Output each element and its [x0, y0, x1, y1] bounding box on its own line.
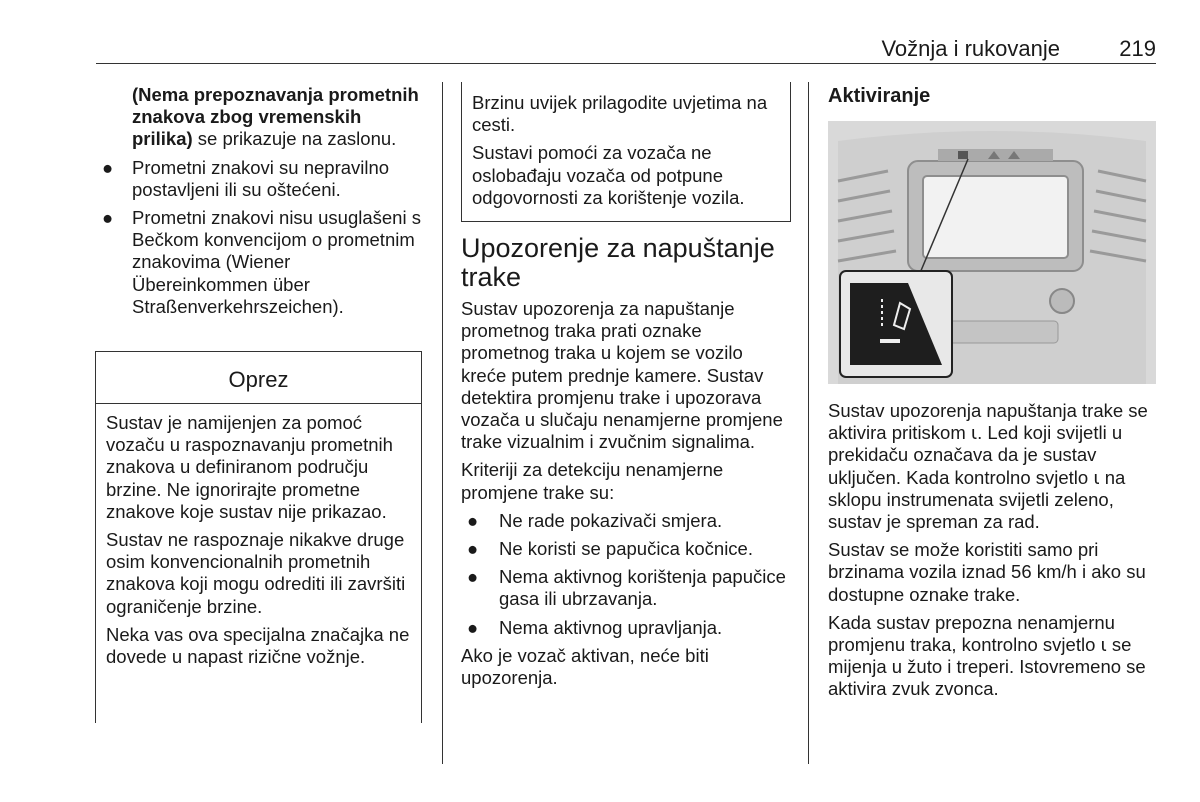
bullet-icon: ●	[467, 538, 479, 560]
page-number: 219	[1119, 36, 1156, 61]
caution-title: Oprez	[228, 367, 289, 392]
warning-paragraph: Sustavi pomoći za vozača ne oslobađaju vozača od potpune odgovornosti za korištenje vozila.	[472, 142, 745, 208]
caution-box	[95, 351, 422, 723]
list-item	[461, 510, 791, 532]
caution-paragraph: Sustav ne raspoznaje nikakve druge osim konvencionalnih prometnih znakova koji mogu odrediti ili završiti ograničenje brzine.	[106, 529, 406, 617]
column-divider-2	[808, 82, 809, 764]
dashboard-image	[828, 121, 1156, 384]
body-paragraph: Sustav upozorenja za napuštanje prometnog traka prati oznake prometnog traka u kojem se vozilo kreće putem prednje kamere. Sustav detektira promjenu trake i upozorava vozača u slučaju nenamjerne promjene trake vizualnim i zvučnim signalima.	[461, 298, 783, 453]
column-1	[96, 84, 426, 318]
dashboard-illustration	[828, 121, 1156, 384]
list-item-text: Nema aktivnog korištenja papučice gasa ili ubrzavanja.	[499, 566, 786, 610]
running-header-title: Vožnja i rukovanje	[881, 36, 1060, 61]
warning-box	[461, 82, 791, 222]
list-item-text: Ne rade pokazivači smjera.	[499, 509, 723, 531]
intro-rest-text: se prikazuje na zaslonu.	[192, 128, 397, 150]
list-item-text: Nema aktivnog upravljanja.	[499, 616, 723, 638]
body-paragraph: Kada sustav prepozna nenamjernu promjenu traka, kontrolno svjetlo ⍳ se mijenja u žuto i treperi. Istovremeno se aktivira zvuk zvonca.	[828, 611, 1146, 700]
bullet-icon: ●	[102, 156, 114, 178]
bullet-icon: ●	[467, 509, 479, 531]
body-paragraph: Kriteriji za detekciju nenamjerne promjene trake su:	[461, 459, 724, 503]
warning-paragraph: Brzinu uvijek prilagodite uvjetima na cesti.	[472, 92, 768, 136]
bullet-icon: ●	[467, 566, 479, 588]
bullet-icon: ●	[467, 616, 479, 638]
body-paragraph: Sustav se može koristiti samo pri brzinama vozila iznad 56 km/h i ako su dostupne oznake trake.	[828, 539, 1146, 605]
section-heading: Upozorenje za napuštanje trake	[461, 233, 775, 292]
list-item	[461, 538, 791, 560]
list-item	[96, 157, 426, 201]
caution-title-box	[95, 351, 422, 403]
column-3	[828, 84, 1158, 108]
column-divider-1	[442, 82, 443, 764]
list-item-text: Prometni znakovi su nepravilno postavljeni ili su oštećeni.	[132, 156, 390, 200]
bullet-icon: ●	[102, 207, 114, 229]
list-item	[461, 566, 791, 610]
body-paragraph: Sustav upozorenja napuštanja trake se aktivira pritiskom ⍳. Led koji svijetli u prekidaču označava da je sustav uključen. Kada kontrolno svjetlo ⍳ na sklopu instrumenata svijetli zeleno, sustav je spreman za rad.	[828, 400, 1148, 533]
column-2	[461, 82, 791, 689]
list-item-text: Ne koristi se papučica kočnice.	[499, 538, 753, 560]
body-paragraph: Ako je vozač aktivan, neće biti upozorenja.	[461, 644, 709, 689]
caution-body	[95, 403, 422, 723]
intro-bold-text: (Nema prepoznavanja prometnih znakova zbog vremenskih prilika)	[132, 84, 419, 150]
list-item	[96, 207, 426, 318]
list-item	[461, 617, 791, 639]
list-item-text: Prometni znakovi nisu usuglašeni s Bečkom konvencijom o prometnim znakovima (Wiener Übereinkommen über Straßenverkehrszeichen).	[132, 207, 421, 317]
intro-paragraph	[96, 84, 426, 151]
column-3-body	[828, 400, 1158, 701]
subsection-heading: Aktiviranje	[828, 85, 931, 107]
header-rule	[96, 63, 1156, 64]
caution-paragraph: Sustav je namijenjen za pomoć vozaču u raspoznavanju prometnih znakova u definiranom području brzine. Ne ignorirajte prometne znakove koje sustav nije prikazao.	[106, 412, 393, 522]
caution-paragraph: Neka vas ova specijalna značajka ne dovede u napast rizične vožnje.	[106, 623, 410, 668]
